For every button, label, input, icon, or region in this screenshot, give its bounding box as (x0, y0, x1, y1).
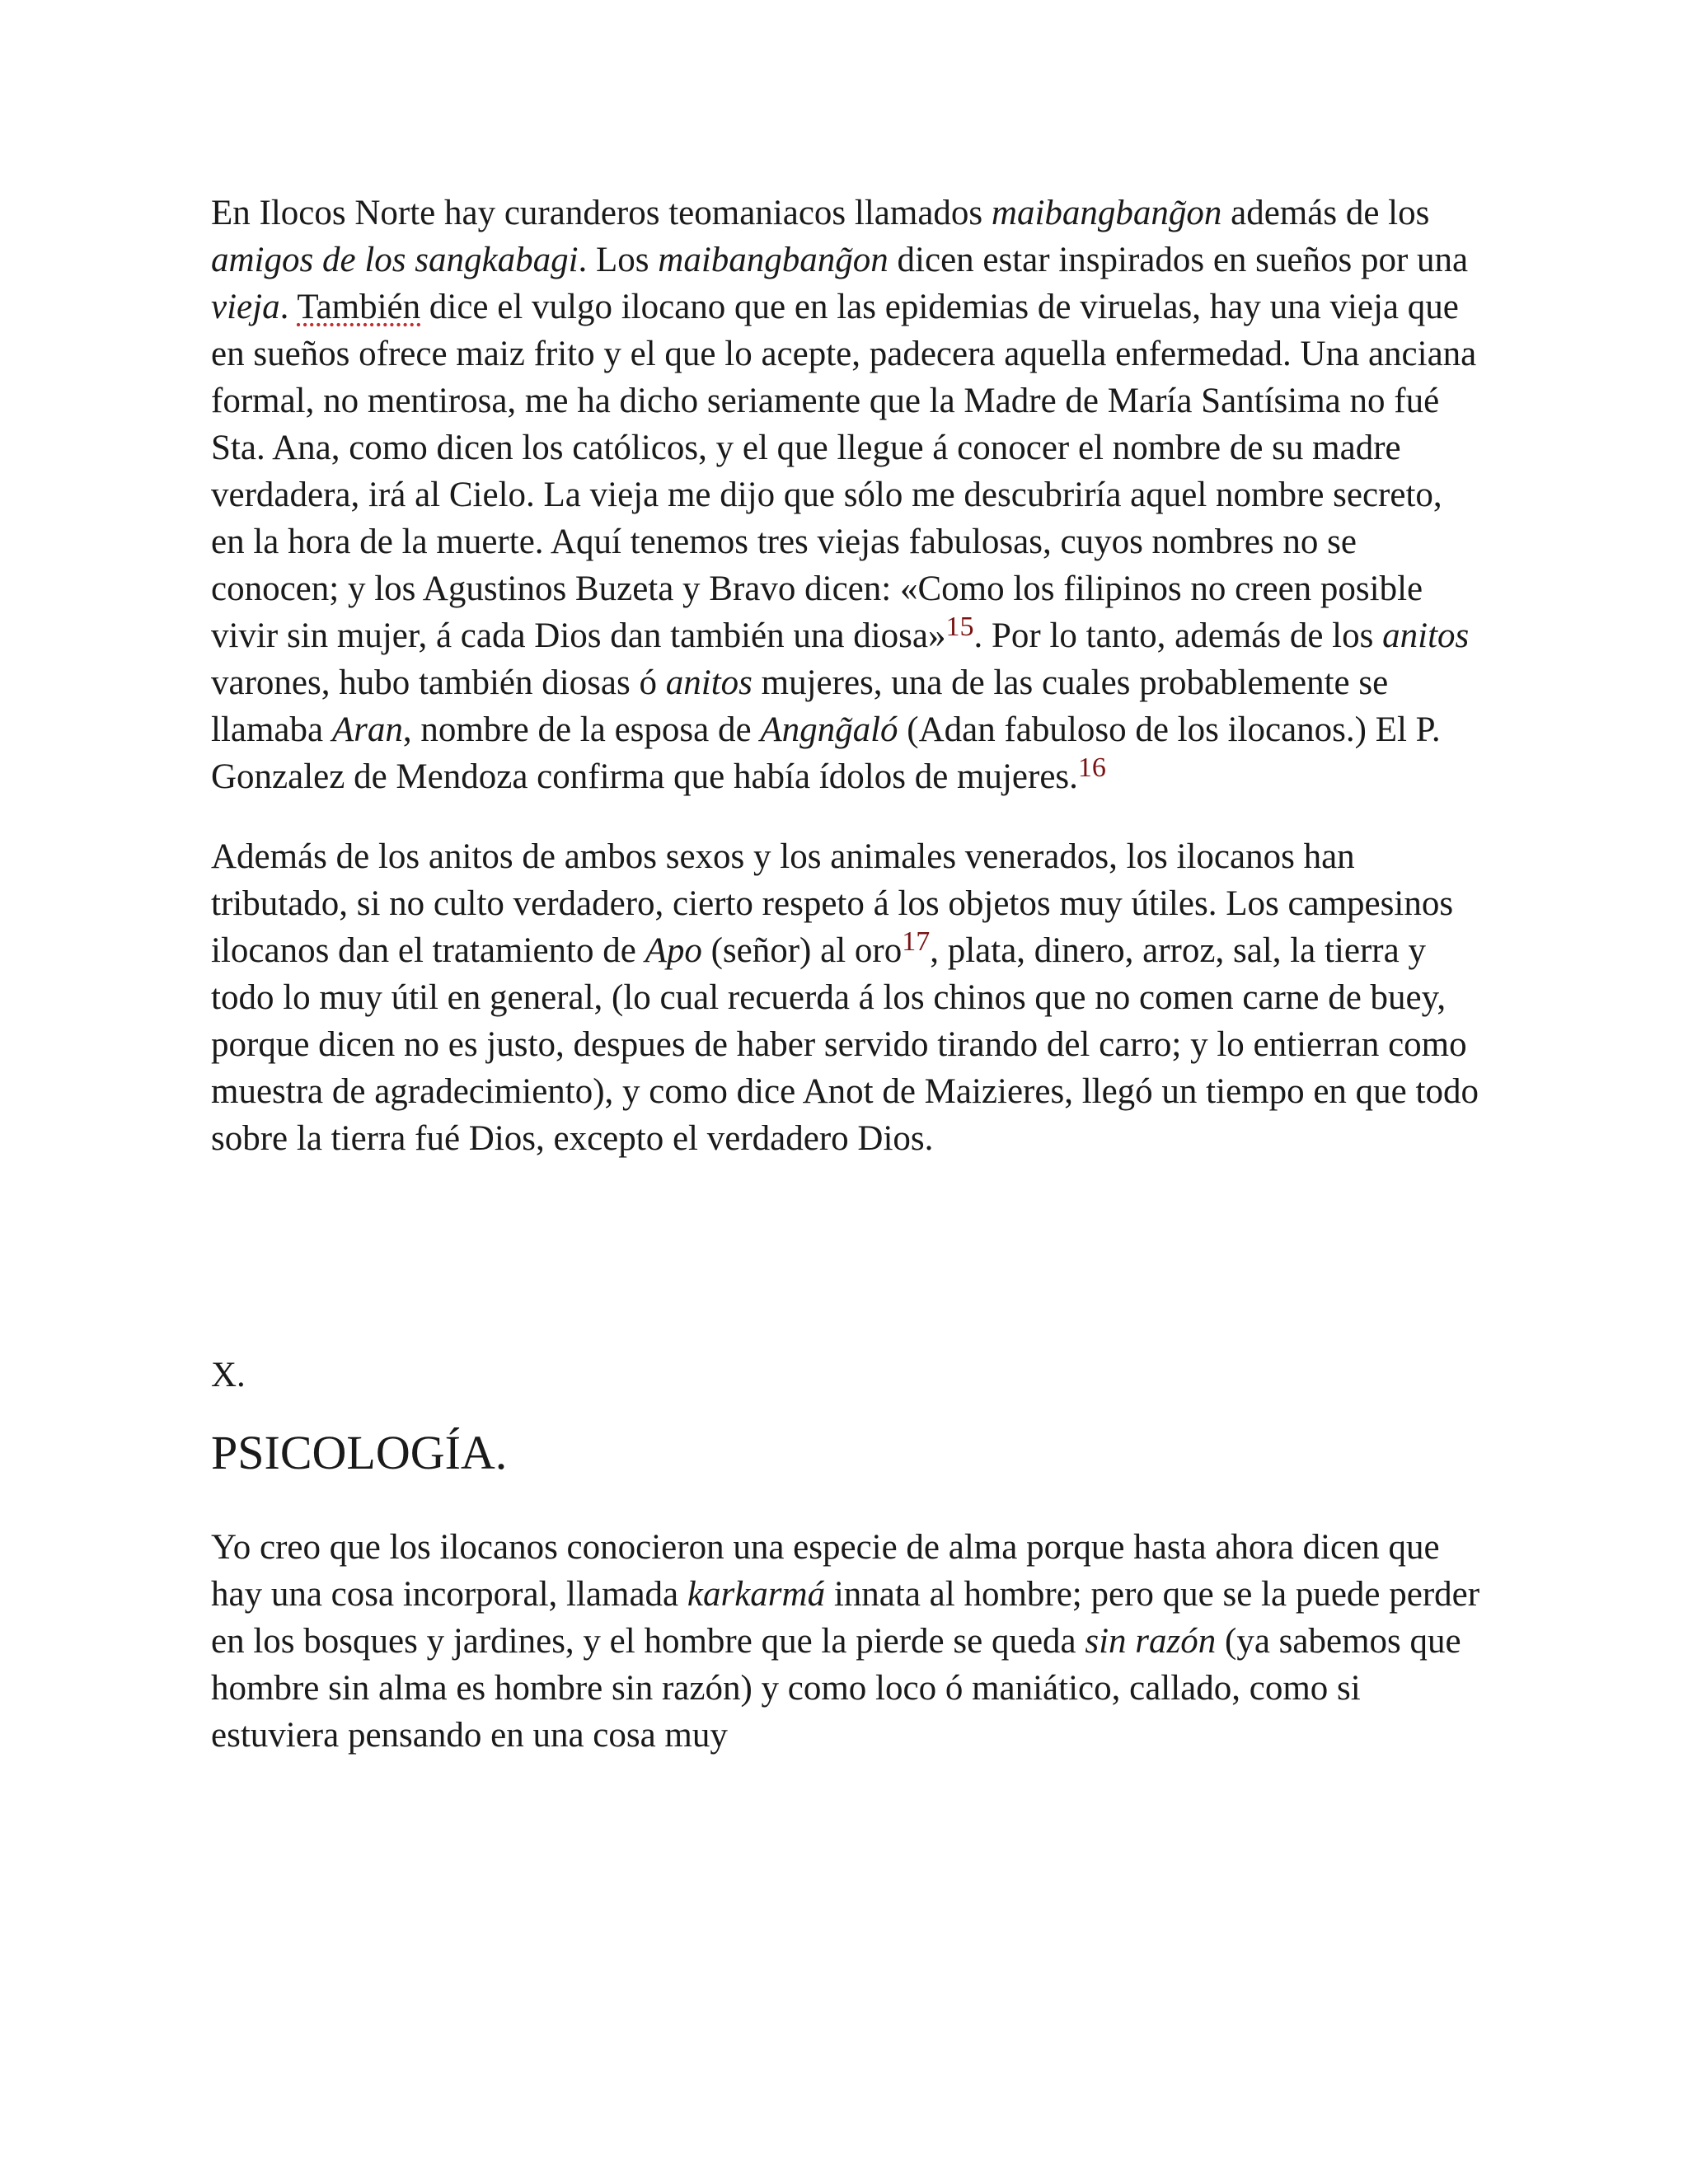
text-run: , nombre de la esposa de (402, 710, 761, 749)
italic-term: anitos (665, 663, 753, 702)
chapter-number: X. (211, 1356, 246, 1394)
italic-term: Angng̃aló (760, 710, 898, 749)
italic-term: karkarmá (687, 1575, 826, 1614)
paragraph-anitos (211, 833, 1480, 1162)
footnote-link-17[interactable]: 17 (902, 926, 931, 957)
paragraph-psicologia (211, 1524, 1480, 1759)
text-run: varones, hubo también diosas ó (211, 663, 666, 702)
italic-term: vieja (211, 288, 280, 326)
chapter-title: PSICOLOGÍA. (211, 1426, 508, 1479)
text-run: además de los (1221, 194, 1430, 232)
page-content (211, 190, 1480, 1759)
text-run: (ya sabemos que hombre sin alma es hombre sin razón) y como loco ó maniático, callado, como si estuviera pensando en una cosa muy (211, 1622, 1461, 1755)
text-run: , plata, dinero, arroz, sal, la tierra y todo lo muy útil en general, (lo cual recuerda á los chinos que no comen carne de buey, porque dicen no es justo, despues de haber servido tirando del carro; y lo entierran como muestra de agradecimiento), y como dice Anot de Maizieres, llegó un tiempo en que todo sobre la tierra fué Dios, excepto el verdadero Dios. (211, 931, 1479, 1158)
footnote-link-16[interactable]: 16 (1077, 752, 1106, 783)
spellcheck-underlined-word: También (297, 288, 421, 326)
italic-term: maibangbang̃on (658, 241, 889, 279)
text-run: Además de los anitos de ambos sexos y los animales venerados, los ilocanos han tributado, si no culto verdadero, cierto respeto á los objetos muy útiles. Los campesinos ilocanos dan el tratamiento de (211, 837, 1454, 970)
text-run: En Ilocos Norte hay curanderos teomaniacos llamados (211, 194, 992, 232)
italic-term: amigos de los sangkabagi (211, 241, 579, 279)
text-run: innata al hombre; pero que se la puede perder en los bosques y jardines, y el hombre que la pierde se queda (211, 1575, 1480, 1661)
text-run: mujeres, una de las cuales probablemente se llamaba (211, 663, 1389, 749)
text-run: . Por lo tanto, además de los (973, 616, 1383, 655)
text-run: dice el vulgo ilocano que en las epidemias de viruelas, hay una vieja que en sueños ofrece maiz frito y el que lo acepte, padecera aquella enfermedad. Una anciana formal, no mentirosa, me ha dicho seriamente que la Madre de María Santísima no fué Sta. Ana, como dicen los católicos, y el que llegue á conocer el nombre de su madre verdadera, irá al Cielo. La vieja me dijo que sólo me descubriría aquel nombre secreto, en la hora de la muerte. Aquí tenemos tres viejas fabulosas, cuyos nombres no se conocen; y los Agustinos Buzeta y Bravo dicen: «Como los filipinos no creen posible vivir sin mujer, á cada Dios dan también una diosa» (211, 288, 1477, 655)
italic-term: sin razón (1085, 1622, 1217, 1661)
text-run: Yo creo que los ilocanos conocieron una especie de alma porque hasta ahora dicen que hay una cosa incorporal, llamada (211, 1528, 1440, 1614)
text-run: (Adan fabuloso de los ilocanos.) El P. Gonzalez de Mendoza confirma que había ídolos de mujeres. (211, 710, 1441, 796)
italic-term: maibangbang̃on (991, 194, 1222, 232)
text-run: dicen estar inspirados en sueños por una (888, 241, 1469, 279)
text-run: . (279, 288, 298, 326)
text-run: (señor) al oro (701, 931, 903, 970)
italic-term: anitos (1382, 616, 1470, 655)
italic-term: Aran (331, 710, 403, 749)
paragraph-curanderos (211, 190, 1480, 800)
text-run: . Los (578, 241, 659, 279)
italic-term: Apo (645, 931, 702, 970)
footnote-link-15[interactable]: 15 (945, 612, 974, 642)
